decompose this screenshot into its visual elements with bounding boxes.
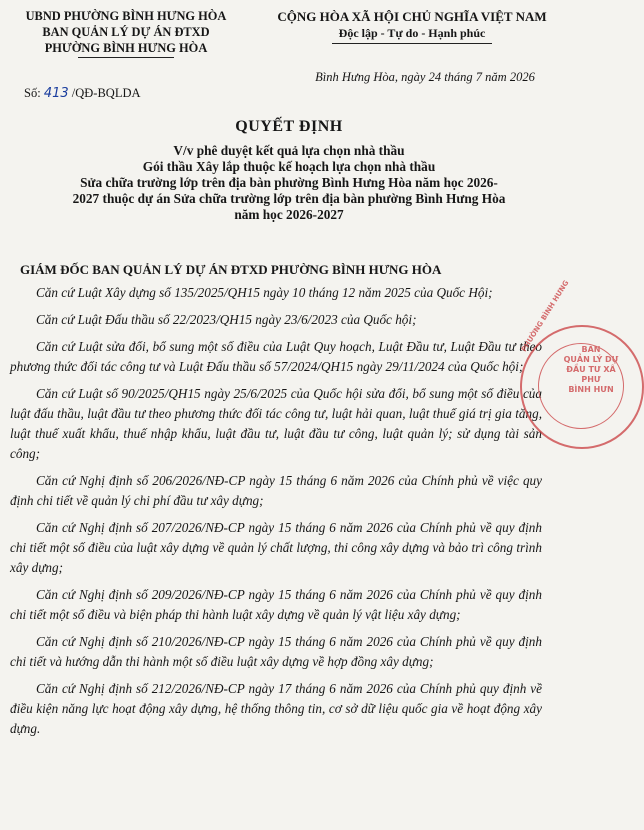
legal-basis-paragraph: Căn cứ Luật số 90/2025/QH15 ngày 25/6/2025 của Quốc hội sửa đổi, bổ sung một số điều của luật đấu thầu, luật đầu tư theo phương thức đối tác công tư, luật hải quan, luật thuế giá trị gia tăng, luật thuế xuất khẩu, thuế nhập khẩu, luật đầu tư, luật đầu tư công, luật quản lý; sử dụng tài sản công; [10,386,542,461]
authority-heading: GIÁM ĐỐC BAN QUẢN LÝ DỰ ÁN ĐTXD PHƯỜNG BÌNH HƯNG HÒA [20,262,442,277]
seal-line: QUẢN LÝ DỰ [563,355,619,364]
legal-basis-paragraph: Căn cứ Nghị định số 209/2026/NĐ-CP ngày 15 tháng 6 năm 2026 của Chính phủ về quy định chi tiết một số điều và biện pháp thi hành luật xây dựng về quản lý vật liệu xây dựng; [10,587,542,622]
issue-date: Bình Hưng Hòa, ngày 24 tháng 7 năm 2026 [315,70,535,84]
seal-ring-text: PHƯỜNG BÌNH HƯNG [520,279,571,354]
legal-basis-paragraph: Căn cứ Luật sửa đổi, bổ sung một số điều của Luật Quy hoạch, Luật Đầu tư, Luật Đầu tư theo phương thức đối tác công tư và Luật Đấu thầu số 57/2024/QH15 ngày 29/11/2024 của Quốc hội; [10,339,542,374]
national-motto: Độc lập - Tự do - Hạnh phúc [338,26,486,40]
decision-subject [0,143,578,223]
seal-center-text [556,345,626,395]
legal-basis-paragraph: Căn cứ Luật Xây dựng số 135/2025/QH15 ngày 10 tháng 12 năm 2025 của Quốc Hội; [36,285,493,300]
country-name: CỘNG HÒA XÃ HỘI CHỦ NGHĨA VIỆT NAM [277,9,547,24]
legal-basis-paragraph: Căn cứ Nghị định số 212/2026/NĐ-CP ngày 17 tháng 6 năm 2026 của Chính phủ quy định về điều kiện năng lực hoạt động xây dựng, hệ thống thông tin, cơ sở dữ liệu quốc gia về hoạt động xây dựng. [10,681,542,736]
number-prefix: Số: [24,86,44,100]
issuing-agency [8,8,244,58]
seal-line: BAN [581,345,601,354]
legal-basis-paragraph: Căn cứ Nghị định số 210/2026/NĐ-CP ngày 15 tháng 6 năm 2026 của Chính phủ về quy định chi tiết và hướng dẫn thi hành một số điều luật xây dựng về hợp đồng xây dựng; [10,634,542,669]
handwritten-number: 413 [43,86,69,101]
official-seal-stamp [520,279,644,449]
agency-line-1: UBND PHƯỜNG BÌNH HƯNG HÒA [25,9,227,23]
subject-line: Sửa chữa trường lớp trên địa bàn phường Bình Hưng Hòa năm học 2026- [80,175,498,190]
national-header [252,8,572,44]
subject-line: Gói thầu Xây lắp thuộc kế hoạch lựa chọn nhà thầu [142,159,436,174]
agency-line-2: BAN QUẢN LÝ DỰ ÁN ĐTXD [42,25,210,39]
legal-bases [10,283,542,746]
legal-basis-paragraph: Căn cứ Luật Đấu thầu số 22/2023/QH15 ngày 23/6/2023 của Quốc hội; [36,312,417,327]
number-suffix: /QĐ-BQLDA [68,86,141,100]
seal-line: PHƯ [581,375,601,384]
legal-basis-paragraph: Căn cứ Nghị định số 207/2026/NĐ-CP ngày 15 tháng 6 năm 2026 của Chính phủ về quy định chi tiết một số điều của luật xây dựng về quản lý chất lượng, thi công xây dựng và bảo trì công trình xây dựng; [10,520,542,575]
subject-line: năm học 2026-2027 [234,207,344,222]
subject-line: 2027 thuộc dự án Sửa chữa trường lớp trên địa bàn phường Bình Hưng Hòa [72,191,506,206]
seal-line: ĐẦU TƯ XÂ [566,365,616,374]
motto-underline [332,43,492,44]
subject-line: V/v phê duyệt kết quả lựa chọn nhà thầu [173,143,405,158]
seal-line: BÌNH HƯN [568,385,614,394]
document-number [24,86,141,101]
agency-underline [78,57,174,58]
legal-basis-paragraph: Căn cứ Nghị định số 206/2026/NĐ-CP ngày 15 tháng 6 năm 2026 của Chính phủ về việc quy định chi tiết về quản lý chi phí đầu tư xây dựng; [10,473,542,508]
document-title: QUYẾT ĐỊNH [235,118,343,135]
agency-line-3: PHƯỜNG BÌNH HƯNG HÒA [44,41,208,55]
